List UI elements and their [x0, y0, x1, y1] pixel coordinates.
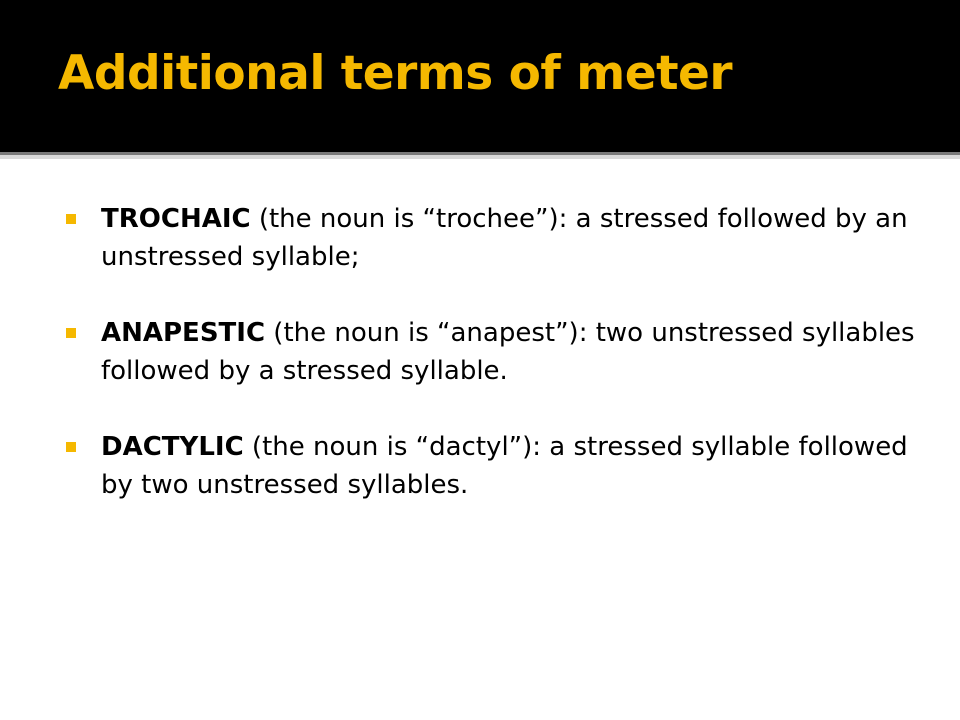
bullet-text: (the noun is “dactyl”): a stressed syllable followed by two unstressed syllables.	[101, 432, 908, 500]
slide-title: Additional terms of meter	[58, 46, 733, 101]
title-divider-shadow	[0, 155, 960, 159]
square-bullet-icon	[66, 214, 76, 224]
bullet-term: ANAPESTIC	[101, 318, 266, 348]
bullet-text: (the noun is “trochee”): a stressed followed by an unstressed syllable;	[101, 204, 908, 272]
bullet-list	[66, 200, 916, 542]
square-bullet-icon	[66, 328, 76, 338]
bullet-item-trochaic	[66, 200, 916, 276]
title-bar	[0, 0, 960, 152]
bullet-item-dactylic	[66, 428, 916, 504]
bullet-item-anapestic	[66, 314, 916, 390]
bullet-term: TROCHAIC	[101, 204, 251, 234]
bullet-term: DACTYLIC	[101, 432, 244, 462]
square-bullet-icon	[66, 442, 76, 452]
bullet-text: (the noun is “anapest”): two unstressed syllables followed by a stressed syllable.	[101, 318, 915, 386]
